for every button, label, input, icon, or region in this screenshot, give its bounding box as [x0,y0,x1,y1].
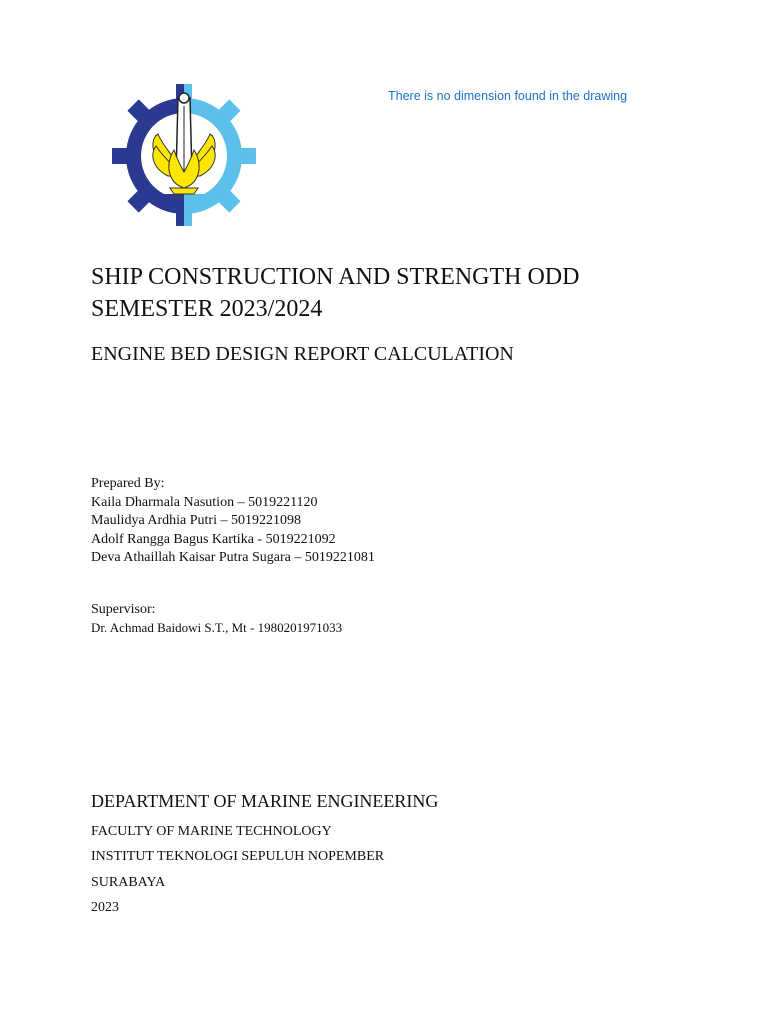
supervisor-label: Supervisor: [91,602,156,617]
supervisor-section [91,601,342,637]
affiliation-block [91,819,384,920]
team-member: Maulidya Ardhia Putri – 5019221098 [91,513,301,528]
supervisor-name: Dr. Achmad Baidowi S.T., Mt - 1980201971033 [91,620,343,635]
document-subtitle: ENGINE BED DESIGN REPORT CALCULATION [91,343,514,365]
document-title: SHIP CONSTRUCTION AND STRENGTH ODD SEMESTER 2023/2024 [91,264,580,322]
team-member: Kaila Dharmala Nasution – 5019221120 [91,494,318,510]
prepared-by-section [91,475,375,568]
drawing-notice: There is no dimension found in the drawing [388,89,628,103]
faculty-name: FACULTY OF MARINE TECHNOLOGY [91,824,332,839]
department-name: DEPARTMENT OF MARINE ENGINEERING [91,791,439,811]
institute-name: INSTITUT TEKNOLOGI SEPULUH NOPEMBER [91,849,385,865]
its-emblem-icon [108,84,260,226]
institution-logo [108,84,260,226]
prepared-by-label: Prepared By: [91,476,165,491]
city-name: SURABAYA [91,874,166,890]
team-member: Deva Athaillah Kaisar Putra Sugara – 5019221081 [91,550,375,565]
team-member: Adolf Rangga Bagus Kartika - 5019221092 [91,531,336,547]
year: 2023 [91,899,119,915]
